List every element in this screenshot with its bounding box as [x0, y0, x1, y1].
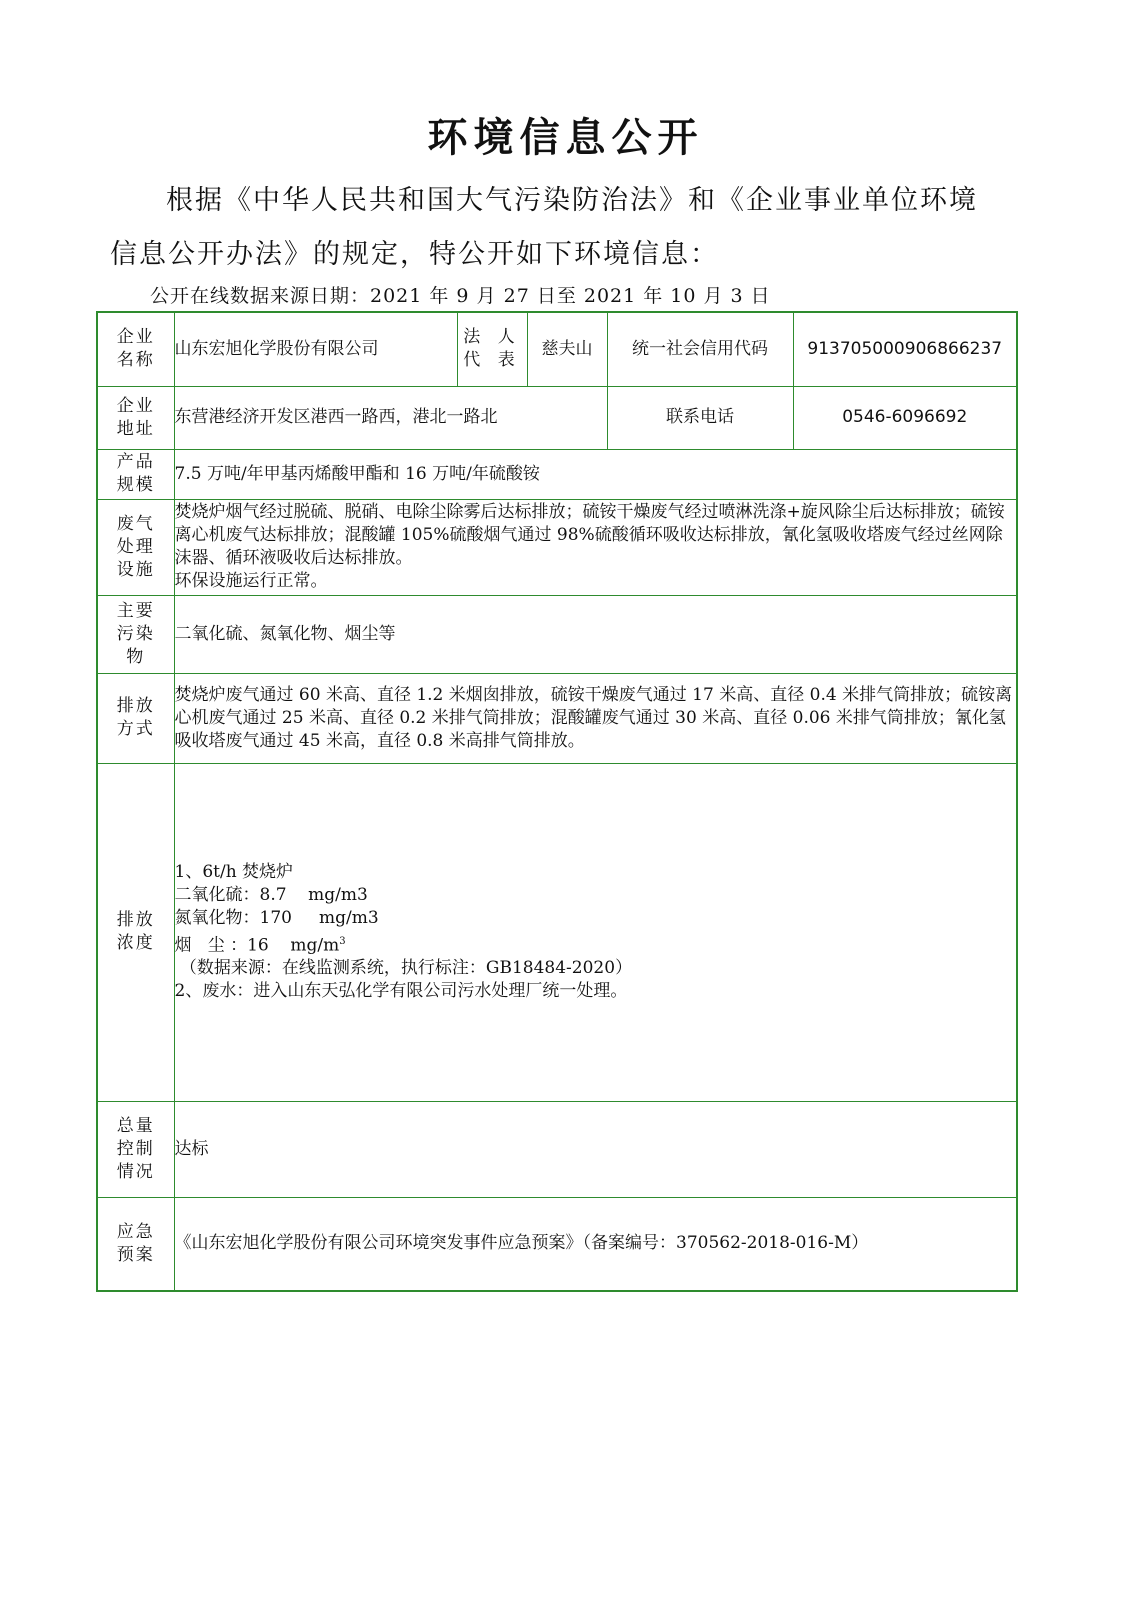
total-control-value: 达标 — [174, 1101, 1017, 1197]
phone-label: 联系电话 — [607, 386, 793, 449]
so2-concentration: 二氧化硫：8.7 mg/m3 — [174, 884, 368, 905]
discharge-concentration-label: 排放 浓度 — [97, 763, 174, 1101]
incinerator-heading: 1、6t/h 焚烧炉 — [174, 861, 294, 882]
discharge-concentration-value — [174, 763, 1017, 1101]
row-company — [97, 312, 1017, 386]
company-name-value: 山东宏旭化学股份有限公司 — [174, 312, 457, 386]
company-address-value: 东营港经济开发区港西一路西，港北一路北 — [174, 386, 607, 449]
row-discharge-method — [97, 673, 1017, 763]
intro-paragraph — [110, 174, 1030, 282]
environment-info-table — [96, 311, 1018, 1292]
discharge-method-value: 焚烧炉废气通过 60 米高、直径 1.2 米烟囱排放，硫铵干燥废气通过 17 米高、直径 0.4 米排气筒排放；硫铵离心机废气通过 25 米高、直径 0.2 米排气筒排放；混酸罐废气通过 30 米高、直径 0.06 米排气筒排放；氰化氢吸收塔废气通过 45 米高，直径 0.8 米高排气筒排放。 — [174, 673, 1017, 763]
row-emergency-plan — [97, 1197, 1017, 1291]
company-name-label: 企业 名称 — [97, 312, 174, 386]
emergency-plan-value: 《山东宏旭化学股份有限公司环境突发事件应急预案》（备案编号：370562-2018-016-M） — [174, 1197, 1017, 1291]
exhaust-facilities-text: 焚烧炉烟气经过脱硫、脱硝、电除尘除雾后达标排放；硫铵干燥废气经过喷淋洗涤+旋风除尘后达标排放；硫铵离心机废气达标排放；混酸罐 105%硫酸烟气通过 98%硫酸循环吸收达标排放，氰化氢吸收塔废气经过丝网除沫器、循环液吸收后达标排放。 — [174, 502, 1005, 568]
row-main-pollutants — [97, 595, 1017, 673]
row-discharge-concentration — [97, 763, 1017, 1101]
row-product-scale — [97, 449, 1017, 499]
main-pollutants-label: 主要 污染 物 — [97, 595, 174, 673]
product-scale-value: 7.5 万吨/年甲基丙烯酸甲酯和 16 万吨/年硫酸铵 — [174, 449, 1017, 499]
nox-concentration: 氮氧化物：170 mg/m3 — [174, 907, 379, 928]
row-exhaust-facilities — [97, 499, 1017, 595]
exhaust-facilities-label: 废气 处理 设施 — [97, 499, 174, 595]
exhaust-facilities-value — [174, 499, 1017, 595]
company-address-label: 企业 地址 — [97, 386, 174, 449]
product-scale-label: 产品 规模 — [97, 449, 174, 499]
intro-line-2: 信息公开办法》的规定，特公开如下环境信息： — [110, 239, 719, 270]
wastewater-note: 2、废水：进入山东天弘化学有限公司污水处理厂统一处理。 — [174, 981, 628, 1002]
total-control-label: 总量 控制 情况 — [97, 1101, 174, 1197]
phone-value: 0546-6096692 — [793, 386, 1017, 449]
intro-line-1: 根据《中华人民共和国大气污染防治法》和《企业事业单位环境 — [166, 185, 978, 216]
credit-code-value: 913705000906866237 — [793, 312, 1017, 386]
legal-rep-label: 法 人 代 表 — [457, 312, 527, 386]
credit-code-label: 统一社会信用代码 — [607, 312, 793, 386]
main-pollutants-value: 二氧化硫、氮氧化物、烟尘等 — [174, 595, 1017, 673]
exhaust-facilities-status: 环保设施运行正常。 — [174, 571, 328, 591]
data-source-note: （数据来源：在线监测系统，执行标注：GB18484-2020） — [174, 958, 633, 979]
row-total-control — [97, 1101, 1017, 1197]
data-date-range: 公开在线数据来源日期：2021 年 9 月 27 日至 2021 年 10 月 3 日 — [150, 285, 771, 307]
discharge-method-label: 排放 方式 — [97, 673, 174, 763]
dust-unit-superscript: 3 — [339, 935, 346, 947]
dust-concentration: 烟 尘 ：16 $mg/m^3$ — [174, 935, 346, 956]
emergency-plan-label: 应急 预案 — [97, 1197, 174, 1291]
row-address — [97, 386, 1017, 449]
page-title: 环境信息公开 — [427, 115, 704, 161]
legal-rep-value: 慈夫山 — [527, 312, 607, 386]
